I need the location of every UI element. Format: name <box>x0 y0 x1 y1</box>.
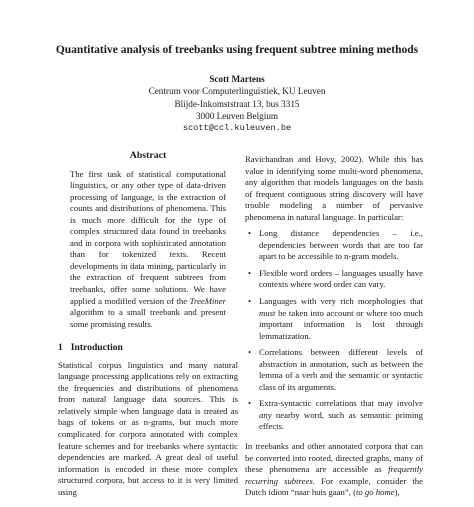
author-name: Scott Martens <box>209 74 265 84</box>
bullet-icon: • <box>248 347 252 358</box>
list-item: • Extra-syntactic correlations that may involve any nearby word, such as semantic priming effects. <box>248 398 423 432</box>
bullet-icon: • <box>248 296 252 307</box>
bullet-icon: • <box>248 267 252 278</box>
abstract-text <box>70 169 226 331</box>
list-item: • Long distance dependencies – i.e., dependencies between words that are too far apart to be accessible to n-gram models. <box>248 228 423 262</box>
section-title: Introduction <box>70 342 123 354</box>
abstract-algorithm-name: TreeMiner <box>189 295 227 306</box>
author-address-line-2: 3000 Leuven Belgium <box>195 110 279 121</box>
author-address-line-1: Blijde-Inkomststraat 13, bus 3315 <box>174 98 300 109</box>
right-column <box>245 154 423 507</box>
phenomena-list <box>245 228 423 433</box>
author-affiliation: Centrum voor Computerlinguïstiek, KU Leuven <box>148 86 326 97</box>
bullet-icon: • <box>248 228 252 239</box>
list-item: • Flexible word orders – languages usually have contexts where word order can vary. <box>248 267 423 290</box>
abstract-heading: Abstract <box>129 150 167 161</box>
abstract-text-part-2: algorithm to a small treebank and present some promising results. <box>70 307 226 329</box>
introduction-paragraph: Statistical corpus linguistics and many natural language processing applications rely on extracting the frequencies and distributions of phenomena from natural language data sources. This is relatively simple when language data is treated as bags of tokens or as n-grams, but much more complicated for corpora annotated with complex feature schemes and for treebanks where syntactic dependencies are marked. A great deal of useful information is encoded in these more complex structured corpora, but access to it is very limited using <box>58 359 238 497</box>
section-number: 1 <box>58 342 63 354</box>
list-item: • Languages with very rich morphologies that must be taken into account or where too much important information is lost through lemmatization. <box>248 296 424 341</box>
emphasis-frequent-subtrees: frequently recurring subtrees. <box>245 464 424 486</box>
continuation-paragraph: Ravichandran and Hovy, 2002). While this has value in identifying some multi-word phenomena, any algorithm that models languages on the basis of frequent contiguous string discovery will have trouble modeling a number of pervasive phenomena in natural language. In particular: <box>245 154 423 222</box>
list-item: • Correlations between different levels of abstraction in annotation, such as between the lemma of a verb and the semantic or syntactic class of its arguments. <box>248 347 423 392</box>
abstract-text-part-1: The first task of statistical computational linguistics, or any other type of data-driven processing of language, is the extraction of counts and distributions of phenomena. This is much more difficult for the type of complex structured data found in treebanks and in corpora with sophisticated annotation than for tokenized texts. Recent developments in data mining, particularly in the extraction of frequent subtrees from treebanks, offer some solutions. We have applied a modified version of the <box>70 168 226 306</box>
author-email: scott@ccl.kuleuven.be <box>182 123 292 134</box>
paper-title: Quantitative analysis of treebanks using frequent subtree mining methods <box>55 44 419 56</box>
left-column <box>58 150 238 498</box>
section-heading-introduction <box>58 342 238 354</box>
bullet-icon: • <box>248 398 252 409</box>
treebank-paragraph: In treebanks and other annotated corpora that can be converted into rooted, directed graphs, many of these phenomena are accessible as frequently recurring subtrees. For example, consider the Dutch idiom “naar huis gaan”, (to go home), <box>245 441 424 498</box>
author-block <box>100 73 374 134</box>
emphasis-translation: to go home <box>355 487 395 498</box>
